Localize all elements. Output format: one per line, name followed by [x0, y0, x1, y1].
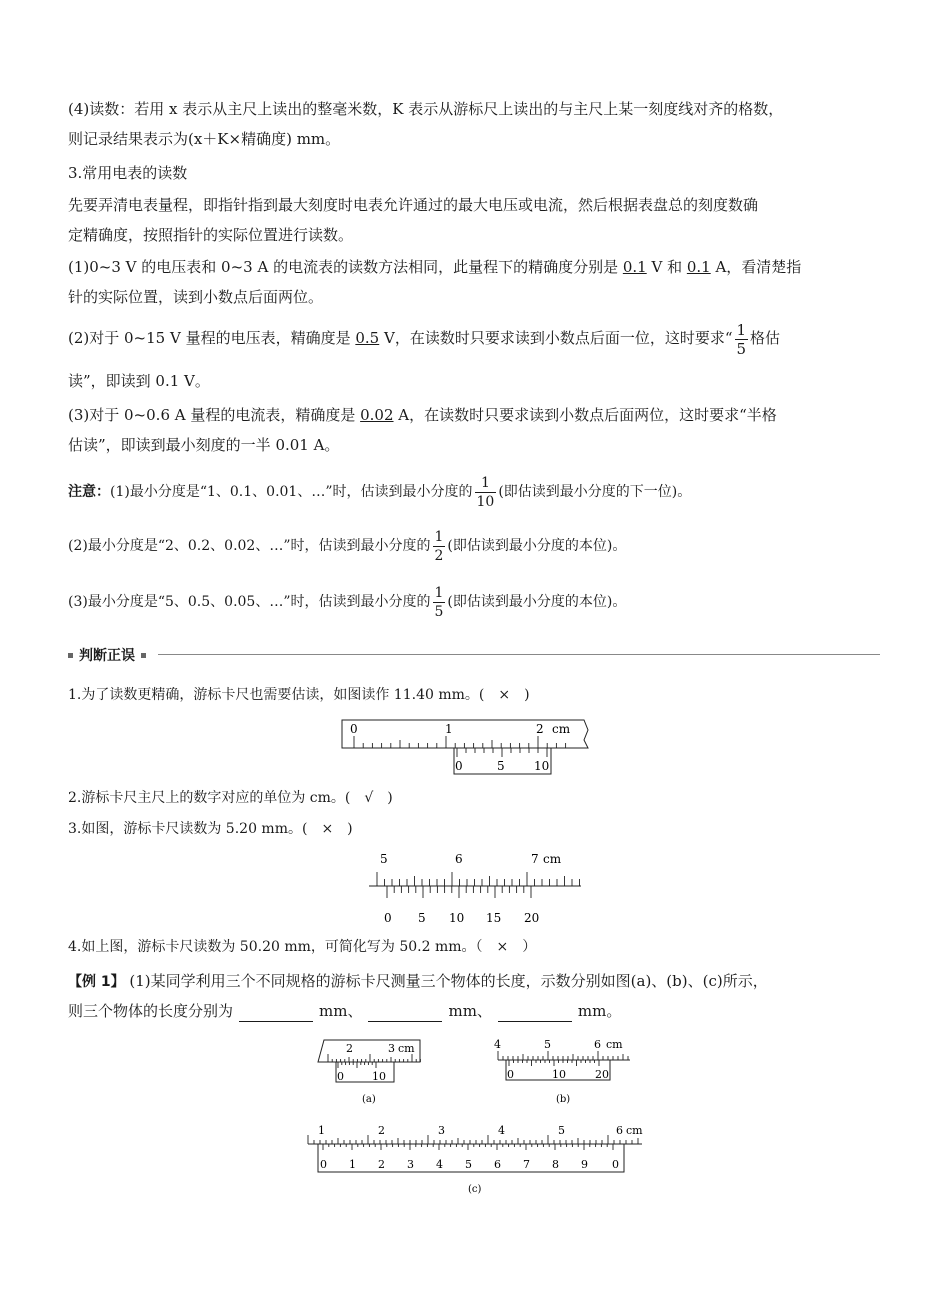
caliper-figure-1 [340, 718, 590, 778]
unit-text: mm、 [319, 1002, 363, 1020]
vernier-label: 20 [595, 1068, 609, 1081]
p2-frac-num: 1 [736, 320, 747, 339]
square-bullet-icon [141, 653, 146, 658]
answer-blank-2[interactable] [368, 1005, 442, 1022]
vernier-ticks [457, 748, 547, 757]
vernier-label: 15 [486, 911, 502, 925]
main-label: 0 [350, 722, 358, 736]
vernier-label: 6 [494, 1158, 501, 1171]
vernier-label: 8 [552, 1158, 559, 1171]
note2-frac-num: 1 [434, 528, 444, 545]
meters-p3-line2: 估读”，即读到最小刻度的一半 0.01 A。 [68, 436, 340, 454]
vernier-label: 5 [465, 1158, 472, 1171]
meters-p2-line2: 读”，即读到 0.1 V。 [68, 372, 210, 390]
p3-text-b: A，在读数时只要求读到小数点后面两位，这时要求“半格 [393, 406, 777, 424]
note2-text-b: (即估读到最小分度的本位)。 [447, 538, 627, 554]
judge-q4: 4.如上图，游标卡尺读数为 50.20 mm，可简化写为 50.2 mm。（ × ） [68, 939, 537, 955]
p2-frac-den: 5 [736, 339, 747, 358]
vernier-label: 20 [524, 911, 540, 925]
p2-text-c: 格估 [750, 329, 781, 347]
main-label: 3 [388, 1042, 395, 1055]
meters-title: 3.常用电表的读数 [68, 164, 188, 182]
p1-text-c: A，看清楚指 [710, 258, 802, 276]
p3-underline: 0.02 [360, 406, 394, 424]
note2-fraction [433, 528, 446, 565]
square-bullet-icon [68, 653, 73, 658]
vernier-label: 0 [507, 1068, 514, 1081]
caliper-figure-2 [365, 850, 585, 930]
main-scale-ticks [328, 1054, 420, 1062]
note3-frac-num: 1 [434, 584, 444, 601]
vernier-label: 10 [449, 911, 465, 925]
vernier-label: 0 [612, 1158, 619, 1171]
main-label: 6 [616, 1124, 623, 1137]
vernier-label: 5 [497, 759, 505, 773]
answer-blank-1[interactable] [239, 1005, 313, 1022]
vernier-label: 0 [320, 1158, 327, 1171]
meters-p1-line2: 针的实际位置，读到小数点后面两位。 [68, 288, 324, 306]
main-label: 2 [378, 1124, 385, 1137]
caliper-figure-b [492, 1036, 634, 1108]
vernier-ticks [338, 1062, 376, 1068]
caliper-figure-c [304, 1122, 650, 1198]
figure-caption: (c) [468, 1184, 482, 1195]
note3-text-b: (即估读到最小分度的本位)。 [447, 594, 627, 610]
main-label: 4 [494, 1038, 501, 1051]
unit-label: cm [626, 1124, 643, 1137]
note3-frac-den: 5 [434, 603, 444, 620]
note1-frac-num: 1 [475, 474, 497, 493]
p1-text-a: (1)0~3 V 的电压表和 0~3 A 的电流表的读数方法相同，此量程下的精确度分别是 [68, 258, 623, 276]
vernier-label: 9 [581, 1158, 588, 1171]
judge-q1: 1.为了读数更精确，游标卡尺也需要估读，如图读作 11.40 mm。( × ) [68, 687, 530, 703]
main-label: 5 [544, 1038, 551, 1051]
answer-blank-3[interactable] [498, 1005, 572, 1022]
note-2 [68, 524, 626, 568]
main-label: 5 [380, 852, 388, 866]
meters-p3-line1 [68, 404, 777, 426]
p1-underline-2: 0.1 [686, 258, 711, 276]
main-label: 4 [498, 1124, 505, 1137]
p2-underline: 0.5 [355, 329, 380, 347]
note-1 [68, 470, 691, 514]
figure-caption: (b) [556, 1094, 571, 1105]
p1-underline-1: 0.1 [622, 258, 647, 276]
p3-text-a: (3)对于 0~0.6 A 量程的电流表，精确度是 [68, 406, 361, 424]
vernier-label: 0 [455, 759, 463, 773]
main-label: 2 [536, 722, 544, 736]
main-label: 6 [594, 1038, 601, 1051]
note1-text-b: (即估读到最小分度的下一位)。 [498, 484, 692, 500]
main-label: 3 [438, 1124, 445, 1137]
example-label: 【例 1】 [68, 974, 125, 990]
vernier-label: 0 [384, 911, 392, 925]
unit-text: mm、 [448, 1002, 492, 1020]
p2-text-b: V，在读数时只要求读到小数点后面一位，这时要求“ [379, 329, 733, 347]
judge-q3: 3.如图，游标卡尺读数为 5.20 mm。( × ) [68, 821, 353, 837]
vernier-label: 5 [418, 911, 426, 925]
unit-label: cm [552, 722, 571, 736]
note3-text-a: (3)最小分度是“5、0.5、0.05、…”时，估读到最小分度的 [68, 594, 431, 610]
vernier-ticks [387, 886, 531, 898]
figure-caption: (a) [362, 1094, 376, 1105]
main-label: 5 [558, 1124, 565, 1137]
unit-label: cm [398, 1042, 415, 1055]
vernier-ticks [323, 1144, 613, 1150]
note1-text-a: (1)最小分度是“1、0.1、0.01、…”时，估读到最小分度的 [110, 484, 473, 500]
section-divider [72, 654, 880, 655]
main-label: 1 [445, 722, 453, 736]
vernier-label: 7 [523, 1158, 530, 1171]
vernier-label: 10 [552, 1068, 566, 1081]
main-scale-ticks [377, 872, 580, 886]
main-scale-ticks [498, 1051, 628, 1060]
judge-section-title [68, 645, 158, 665]
vernier-ticks [509, 1060, 599, 1066]
example-line1-text: (1)某同学利用三个不同规格的游标卡尺测量三个物体的长度，示数分别如图(a)、(b)、(c)所示， [124, 972, 768, 990]
unit-label: cm [606, 1038, 623, 1051]
meters-p1-line1 [68, 256, 801, 278]
main-scale-ticks [308, 1135, 638, 1144]
main-scale-ticks [354, 736, 566, 748]
unit-label: cm [543, 852, 562, 866]
vernier-label: 0 [337, 1070, 344, 1083]
vernier-label: 2 [378, 1158, 385, 1171]
main-label: 6 [455, 852, 463, 866]
note1-frac-den: 10 [476, 493, 495, 510]
reading-step-line2: 则记录结果表示为(x＋K×精确度) mm。 [68, 130, 341, 148]
example-line2 [68, 1000, 621, 1022]
vernier-label: 10 [534, 759, 550, 773]
note-3 [68, 580, 626, 624]
judge-title-text: 判断正误 [79, 648, 135, 664]
vernier-label: 3 [407, 1158, 414, 1171]
note-label: 注意： [68, 484, 110, 500]
caliper-figure-a [316, 1036, 426, 1108]
p1-text-b: V 和 [646, 258, 687, 276]
main-label: 1 [318, 1124, 325, 1137]
judge-q2: 2.游标卡尺主尺上的数字对应的单位为 cm。( √ ) [68, 790, 393, 806]
note1-fraction [475, 474, 497, 511]
meters-intro-line2: 定精确度，按照指针的实际位置进行读数。 [68, 226, 354, 244]
main-label: 2 [346, 1042, 353, 1055]
note2-text-a: (2)最小分度是“2、0.2、0.02、…”时，估读到最小分度的 [68, 538, 431, 554]
reading-step-line1: (4)读数：若用 x 表示从主尺上读出的整毫米数，K 表示从游标尺上读出的与主尺上某一刻度线对齐的格数， [68, 100, 784, 118]
vernier-label: 10 [372, 1070, 386, 1083]
vernier-label: 1 [349, 1158, 356, 1171]
p2-text-a: (2)对于 0~15 V 量程的电压表，精确度是 [68, 329, 356, 347]
note2-frac-den: 2 [434, 547, 444, 564]
unit-text-last: mm。 [577, 1002, 622, 1020]
vernier-label: 4 [436, 1158, 443, 1171]
meters-p2-line1 [68, 316, 780, 360]
main-label: 7 [531, 852, 539, 866]
p2-fraction [735, 321, 749, 358]
meters-intro-line1: 先要弄清电表量程，即指针指到最大刻度时电表允许通过的最大电压或电流，然后根据表盘总的刻度数确 [68, 196, 759, 214]
note3-fraction [433, 584, 446, 621]
example-line2-text: 则三个物体的长度分别为 [68, 1002, 234, 1020]
example-line1 [68, 970, 768, 993]
